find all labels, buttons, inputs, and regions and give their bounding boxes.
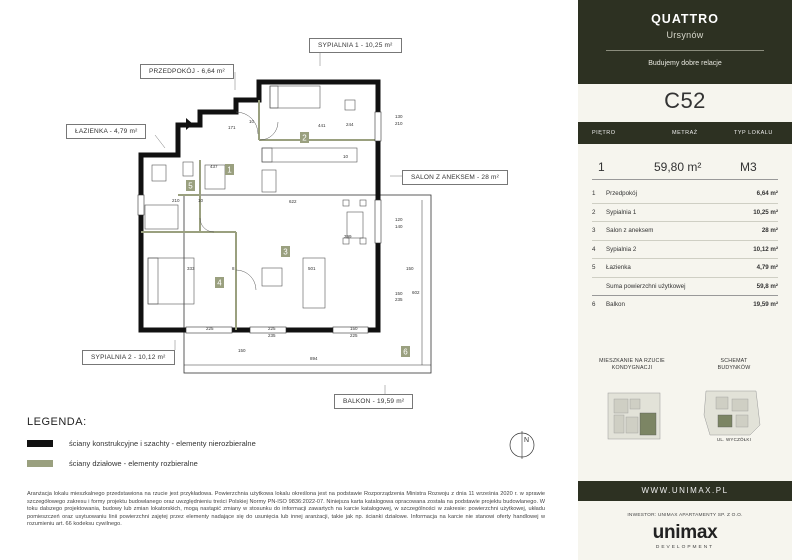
website-link[interactable]: WWW.UNIMAX.PL [578,481,792,501]
list-item: 4 Sypialnia 2 10,12 m² [592,241,778,260]
dimension: 225 [350,333,358,338]
room-number-2: 2 [302,133,307,143]
area-value: 59,80 m² [654,160,702,174]
sidebar-header [578,0,792,84]
legend-swatch-partition [27,460,53,467]
label-salon: SALON Z ANEKSEM - 28 m² [402,170,508,185]
brand-name: QUATTRO [651,12,719,26]
list-item: 5 Łazienka 4,79 m² [592,259,778,278]
logo: unimax [652,522,718,543]
unit-number: C52 [664,88,706,113]
dimension: 622 [289,199,297,204]
list-item: 6 Balkon 19,59 m² [592,301,778,309]
header-type: TYP LOKALU [734,130,773,136]
legend-item-partition [27,459,198,468]
rooms-list [592,185,778,314]
room-number-1: 1 [227,165,232,175]
entry-arrow-icon [186,118,193,130]
dimension: 225 [206,326,214,331]
dimension: 150 [350,326,358,331]
legend-label: ściany działowe - elementy rozbieralne [69,459,198,468]
investor-text: INWESTOR: UNIMAX APARTAMENTY SP. Z O.O. [627,513,743,518]
label-balkon: BALKON - 19,59 m² [334,394,413,409]
dimension: 120 [395,217,403,222]
room-number-6: 6 [403,347,408,357]
dimension: 441 [318,123,326,128]
windows [138,112,381,333]
floor-value: 1 [598,160,605,174]
header-area: METRAŻ [672,130,698,136]
floor-level-map [608,393,660,439]
street-name: UL. WYCZÓŁKI [716,437,752,442]
logo-subtitle: DEVELOPMENT [655,545,715,550]
leader-lines [155,52,402,394]
label-przedpokoj: PRZEDPOKÓJ - 6,64 m² [140,64,234,79]
dimension: 210 [395,121,403,126]
dimension: 10 [343,154,349,159]
compass-icon [510,431,534,459]
dimension: 225 [268,326,276,331]
furniture [145,86,366,308]
dimension: 602 [412,290,420,295]
list-item: 3 Salon z aneksem 28 m² [592,222,778,241]
dimension: 10 [198,198,204,203]
slogan: Budujemy dobre relacje [648,60,722,67]
legend-title: LEGENDA: [27,416,87,428]
label-lazienka: ŁAZIENKA - 4,79 m² [66,124,146,139]
dimension: 150 [406,266,414,271]
dimension: 10 [249,119,255,124]
dimension: 333 [187,266,195,271]
type-value: M3 [740,160,757,174]
sidebar [578,0,792,560]
doors [200,112,278,290]
list-item: 1 Przedpokój 6,64 m² [592,185,778,204]
district-name: Ursynów [666,30,704,40]
buildings-schema-map [704,391,760,435]
dimension: 8 [232,266,235,271]
dimension: 150 [395,291,403,296]
dimension: 235 [395,297,403,302]
dimension: 894 [310,356,318,361]
room-number-4: 4 [217,278,222,288]
table-header [578,122,792,144]
legend-swatch-structural [27,440,53,447]
dimension: 150 [238,348,246,353]
dimension: 210 [172,198,180,203]
room-number-3: 3 [283,247,288,257]
mini-map-left-title: MIESZKANIE NA RZUCIE KONDYGNACJI [599,358,665,371]
dimension: 399 [344,234,352,239]
dimension: 171 [228,125,236,130]
mini-maps [578,385,792,465]
legend-label: ściany konstrukcyjne i szachty - elementy nierozbieralne [69,439,256,448]
svg-text:N: N [524,437,530,444]
dimension: 244 [346,122,354,127]
dimension-texts [172,114,420,361]
header-floor: PIĘTRO [592,130,616,136]
list-item-total: Suma powierzchni użytkowej 59,8 m² [592,278,778,297]
label-sypialnia-2: SYPIALNIA 2 - 10,12 m² [82,350,175,365]
disclaimer-text: Aranżacja lokalu mieszkalnego przedstawiona na rzucie jest przykładowa. Powierzchnia użytkowa lokalu określona jest na podstawie Rozporządzenia Ministra Rozwoju z dnia 11 września 2020 r. w sprawie szczegółowego zakresu i formy projektu budowlanego oraz uwzględnieniu treści Polskiej Normy PN-ISO 9836:2022-07. Niniejsza karta katalogowa opracowana została na podstawie projektu budowlanego. W toku dalszego projektowania, budowy lub zmian lokatorskich, mogą nastąpić zmiany w stosunku do informacji zawartych na karcie katalogowej, w szczególności w zakresie: powierzchni użytkowej, układu pomieszczeń oraz usytuowaniu linii powierzchni zajętej przez elementy nadające się do usunięcia lub innej aranżacji, takie jak np. ścianki działowe. Informacja na karcie nie stanowi oferty handlowej w rozumieniu art. 66 kodeksu cywilnego. [27,491,545,528]
mini-map-right-title: SCHEMAT BUDYNKÓW [717,358,751,371]
dimension: 437 [210,164,218,169]
dimension: 501 [308,266,316,271]
legend-item-structural [27,439,256,448]
dimension: 140 [395,224,403,229]
dimension: 130 [395,114,403,119]
dimension: 235 [268,333,276,338]
list-item: 2 Sypialnia 1 10,25 m² [592,204,778,223]
room-number-5: 5 [188,181,193,191]
label-sypialnia-1: SYPIALNIA 1 - 10,25 m² [309,38,402,53]
